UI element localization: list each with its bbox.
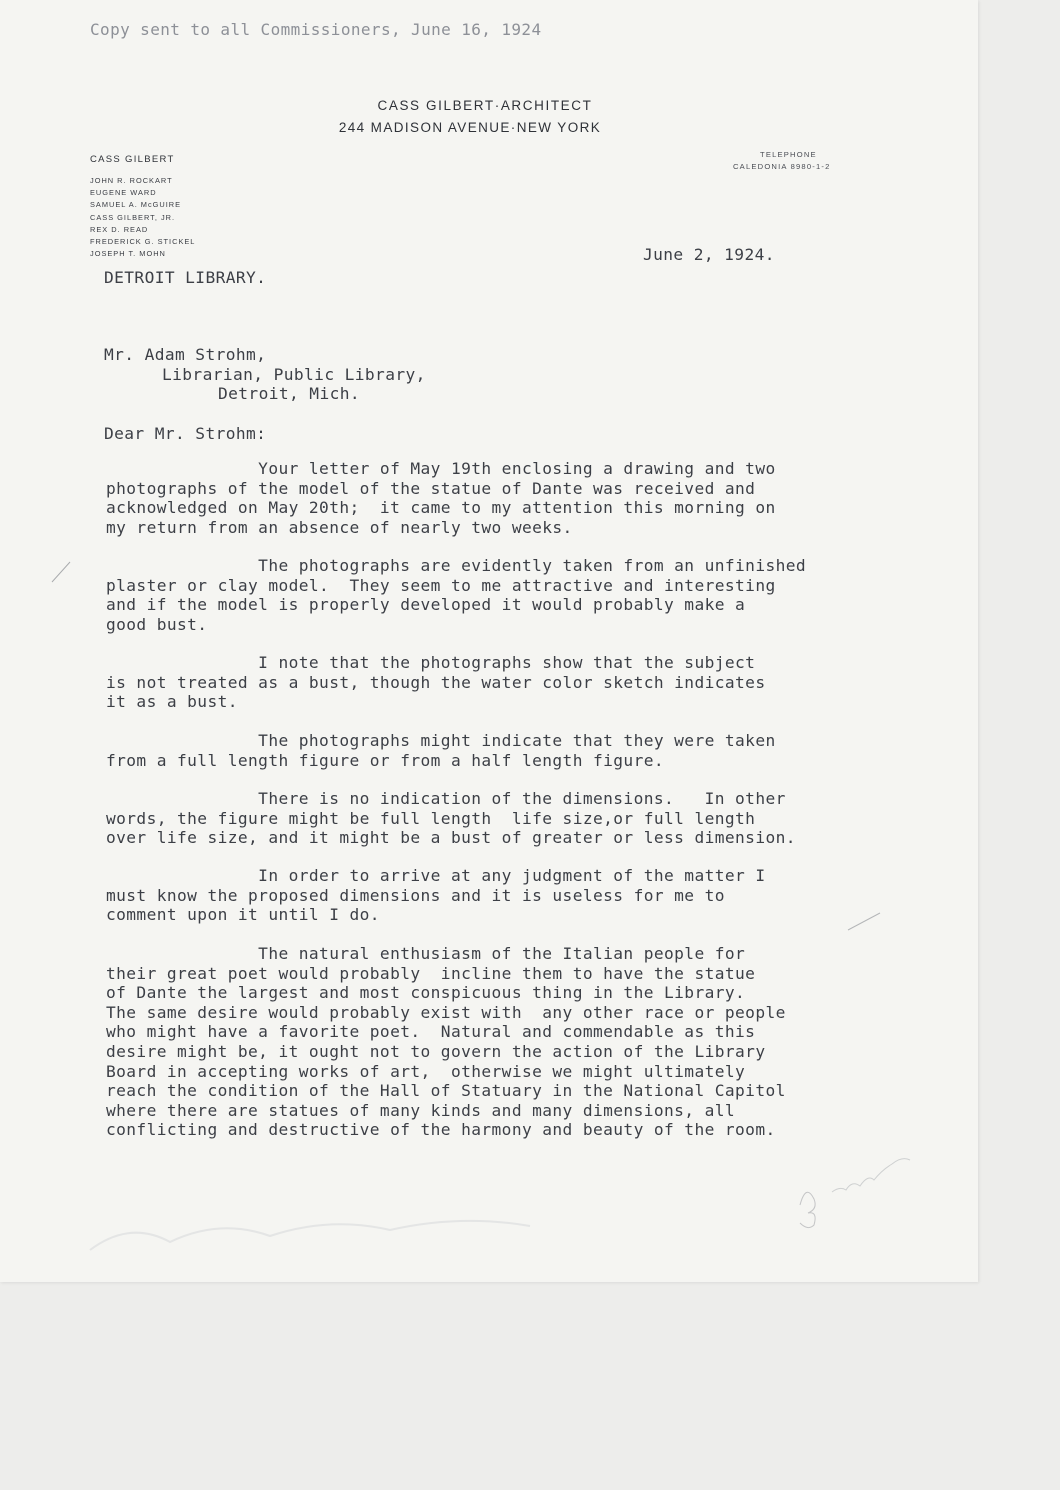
body-line: their great poet would probably incline them to have the statue bbox=[106, 963, 756, 983]
body-paragraph bbox=[106, 789, 796, 848]
recipient-title: Librarian, Public Library, bbox=[162, 365, 426, 384]
body-line: In order to arrive at any judgment of the matter I bbox=[106, 866, 766, 885]
body-line: The same desire would probably exist with any other race or people bbox=[106, 1002, 786, 1022]
body-line: and if the model is properly developed it would probably make a bbox=[106, 595, 746, 615]
body-line: reach the condition of the Hall of Statuary in the National Capitol bbox=[106, 1081, 786, 1101]
partner-name: CASS GILBERT, JR. bbox=[90, 212, 176, 222]
body-paragraph bbox=[106, 459, 776, 537]
partner-name: EUGENE WARD bbox=[90, 188, 157, 198]
recipient-city: Detroit, Mich. bbox=[218, 384, 361, 403]
body-line: The natural enthusiasm of the Italian people for bbox=[106, 944, 746, 963]
telephone-label: TELEPHONE bbox=[760, 150, 817, 159]
body-line: The photographs might indicate that they were taken bbox=[106, 731, 776, 750]
telephone-number: CALEDONIA 8980-1-2 bbox=[733, 162, 831, 171]
body-paragraph bbox=[106, 866, 765, 925]
body-line: conflicting and destructive of the harmony and beauty of the room. bbox=[106, 1120, 776, 1140]
body-line: from a full length figure or from a half length figure. bbox=[106, 750, 665, 770]
body-paragraph bbox=[106, 731, 776, 770]
body-line: The photographs are evidently taken from an unfinished bbox=[106, 556, 807, 575]
body-line: words, the figure might be full length life size,or full length bbox=[106, 808, 756, 828]
letterhead-principal: CASS GILBERT bbox=[90, 154, 175, 165]
partner-name: SAMUEL A. McGUIRE bbox=[90, 200, 182, 210]
body-line: photographs of the model of the statue of Dante was received and bbox=[106, 478, 756, 498]
body-line: is not treated as a bust, though the water color sketch indicates bbox=[106, 672, 766, 692]
body-line: over life size, and it might be a bust of greater or less dimension. bbox=[106, 828, 796, 848]
body-line: comment upon it until I do. bbox=[106, 905, 380, 925]
body-paragraph bbox=[106, 653, 765, 712]
body-line: it as a bust. bbox=[106, 692, 238, 712]
partner-name: FREDERICK G. STICKEL bbox=[90, 237, 196, 247]
salutation: Dear Mr. Strohm: bbox=[104, 424, 267, 443]
letterhead-address: 244 MADISON AVENUE·NEW YORK bbox=[338, 120, 602, 135]
partner-list bbox=[90, 175, 195, 260]
letter-date: June 2, 1924. bbox=[643, 245, 775, 264]
body-line: plaster or clay model. They seem to me attractive and interesting bbox=[106, 575, 776, 595]
body-line: my return from an absence of nearly two weeks. bbox=[106, 517, 573, 537]
letter-subject: DETROIT LIBRARY. bbox=[104, 268, 267, 287]
partner-name: JOHN R. ROCKART bbox=[90, 176, 173, 185]
partner-name: REX D. READ bbox=[90, 224, 149, 234]
letterhead-firm: CASS GILBERT·ARCHITECT bbox=[377, 98, 593, 113]
body-line: Board in accepting works of art, otherwise we might ultimately bbox=[106, 1061, 746, 1081]
body-line: I note that the photographs show that the subject bbox=[106, 653, 756, 672]
body-line: acknowledged on May 20th; it came to my attention this morning on bbox=[106, 498, 776, 518]
body-line: desire might be, it ought not to govern the action of the Library bbox=[106, 1041, 766, 1061]
body-paragraph bbox=[106, 556, 806, 634]
recipient-name: Mr. Adam Strohm, bbox=[104, 345, 267, 364]
partner-name: JOSEPH T. MOHN bbox=[90, 249, 166, 259]
body-line: good bust. bbox=[106, 614, 208, 634]
body-line: must know the proposed dimensions and it is useless for me to bbox=[106, 885, 725, 905]
body-line: where there are statues of many kinds and many dimensions, all bbox=[106, 1100, 736, 1120]
body-line: There is no indication of the dimensions. In other bbox=[106, 789, 786, 808]
body-paragraph bbox=[106, 944, 786, 1140]
copy-note: Copy sent to all Commissioners, June 16, 1924 bbox=[90, 20, 542, 39]
body-line: of Dante the largest and most conspicuous thing in the Library. bbox=[106, 983, 746, 1003]
body-line: who might have a favorite poet. Natural and commendable as this bbox=[106, 1022, 756, 1042]
body-line: Your letter of May 19th enclosing a drawing and two bbox=[106, 459, 776, 478]
